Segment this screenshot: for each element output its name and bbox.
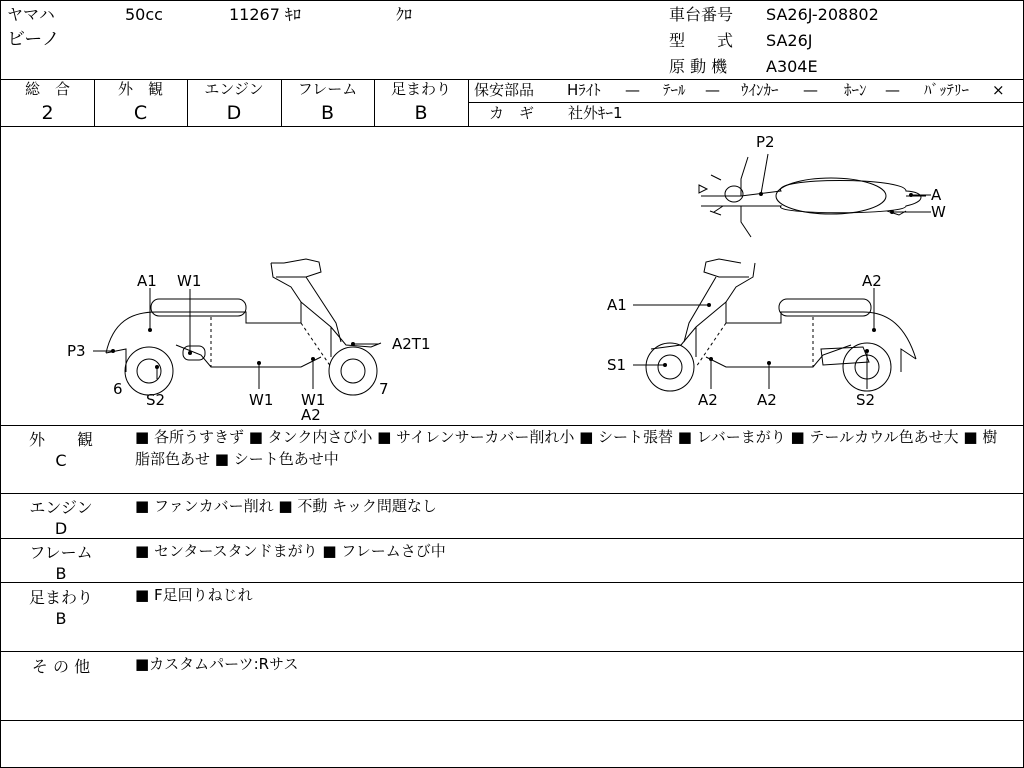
label-right: A1 [607,296,627,314]
grade-label: 総 合 [24,80,70,98]
section-text: ■ センタースタンドまがり ■ フレームさび中 [135,542,446,560]
safety-label: 保安部品 [474,81,535,99]
section-text: ■ ファンカバー削れ ■ 不動 キック問題なし [135,497,437,515]
label-right: A2 [698,391,718,409]
grade-value: D [226,102,242,124]
safety-item: ﾃｰﾙ [663,81,686,99]
section-label: 足まわり [28,588,93,607]
type-value: SA26J [766,31,813,50]
type-label: 型 式 [669,31,734,50]
grade-label: エンジン [204,80,264,98]
section-label: そ の 他 [31,657,91,676]
label-left: A2T1 [392,335,431,353]
mileage: 11267 ｷﾛ [229,5,301,24]
label-right: S2 [856,391,876,409]
label-right: A2 [757,391,777,409]
safety-mark: — [625,81,640,99]
grade-value: 2 [41,102,54,124]
section-text: ■ F足回りねじれ [135,586,253,604]
label-top: W [931,203,946,221]
section-text: ■ 各所うすきず ■ タンク内さび小 ■ サイレンサーカバー削れ小 ■ シート張替 ■ レバーまがり ■ テールカウル色あせ大 ■ 樹脂部色あせ ■ シート色あせ中 [135,428,998,468]
label-left: A2 [301,406,321,424]
safety-item: ﾎｰﾝ [844,81,867,99]
grade-label: 外 観 [117,80,163,98]
safety-mark: — [885,81,900,99]
key-value: 社外ｷｰ1 [568,104,623,122]
frame-no-label: 車台番号 [669,5,734,24]
maker: ヤマハ [7,5,55,24]
label-left: 6 [113,380,123,398]
grade-label: 足まわり [390,80,451,98]
label-top: A [931,186,942,204]
section-label: 外 観 [28,430,93,449]
label-left: P3 [67,342,86,360]
scooter-top-view [699,154,926,237]
label-top: P2 [756,133,775,151]
engine-value: A304E [766,57,818,76]
label-left: W1 [249,391,274,409]
section-grade: D [54,519,68,538]
grade-value: B [320,102,335,124]
color: ｸﾛ [396,5,413,24]
safety-item: ﾊﾞｯﾃﾘｰ [924,81,970,99]
label-right: A2 [862,272,882,290]
frame-no: SA26J-208802 [766,5,879,24]
engine-label: 原 動 機 [669,57,728,76]
grade-value: B [414,102,428,124]
label-left: 7 [379,380,389,398]
label-left: W1 [301,391,326,409]
damage-diagram [1,127,1023,425]
label-left: S2 [146,391,166,409]
safety-item: ｳｲﾝｶｰ [741,81,779,99]
section-grade: B [55,609,67,628]
section-grade: C [55,451,67,470]
label-left: W1 [177,272,202,290]
displacement: 50cc [125,5,163,24]
section-label: フレーム [29,543,93,562]
section-grade: B [55,564,67,583]
grade-value: C [133,102,148,124]
label-left: A1 [137,272,157,290]
safety-mark: — [803,81,818,99]
section-text: ■カスタムパーツ:Rサス [135,655,299,673]
grade-label: フレーム [297,80,358,98]
safety-mark: × [992,81,1005,99]
safety-mark: — [705,81,720,99]
label-right: S1 [607,356,627,374]
safety-item: Hﾗｲﾄ [567,81,601,99]
model-name: ビーノ [7,29,60,50]
key-label: カ ギ [489,104,535,122]
section-label: エンジン [29,498,93,517]
